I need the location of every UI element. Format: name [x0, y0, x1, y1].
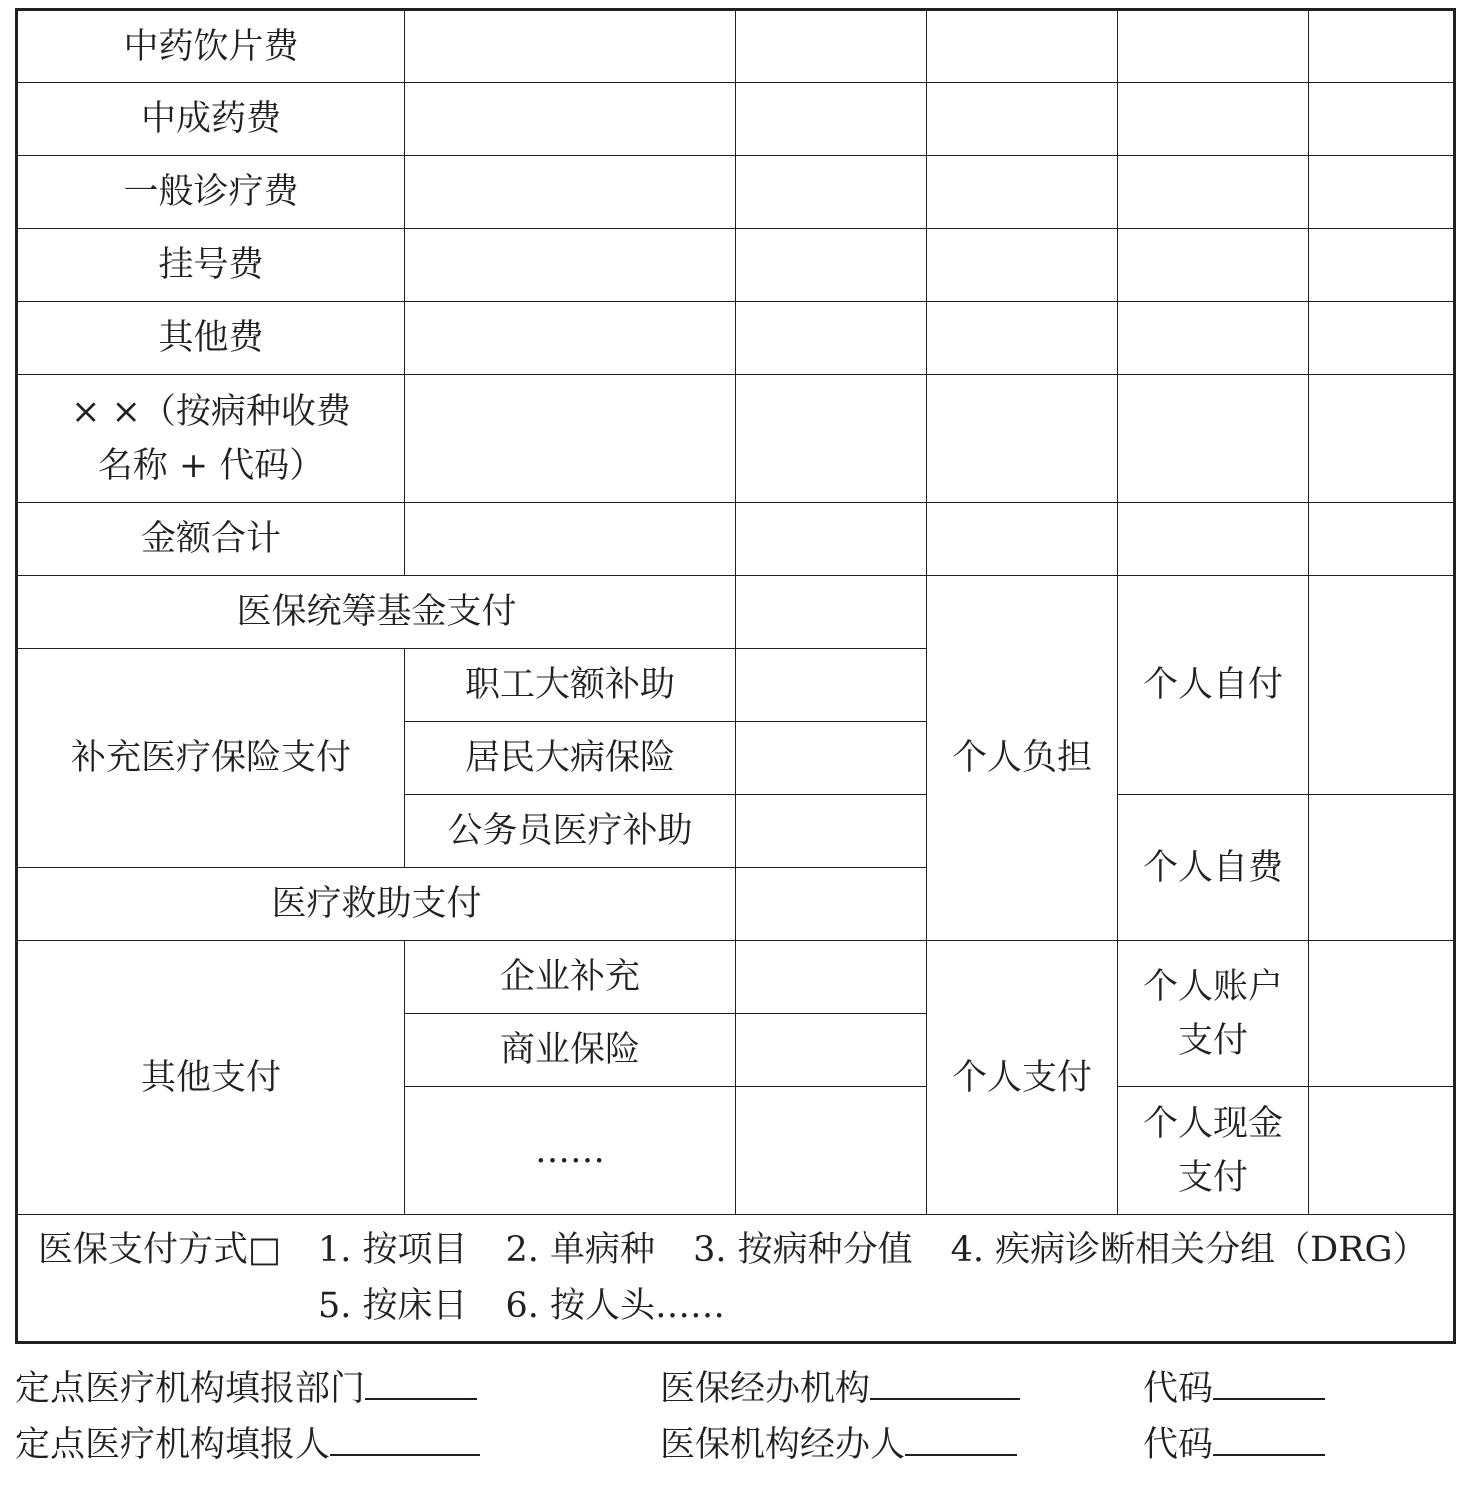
footer-agent-label: 医保机构经办人: [660, 1425, 906, 1465]
fee-cell[interactable]: [736, 375, 927, 503]
total-row: [17, 503, 1455, 576]
amount-cell[interactable]: [736, 941, 927, 1014]
payment-option: 1. 按项目: [318, 1230, 468, 1270]
footer-code2: [1143, 1424, 1325, 1465]
payment-method-title[interactable]: 医保支付方式□: [38, 1230, 282, 1270]
personal-account-line1: 个人账户: [1142, 966, 1283, 1007]
fee-label: 中成药费: [17, 83, 405, 156]
amount-cell[interactable]: [1309, 1087, 1455, 1215]
fee-row: [17, 229, 1455, 302]
fee-label: 挂号费: [17, 229, 405, 302]
supplementary-item: 职工大额补助: [405, 649, 736, 722]
self-expense-label: 个人自费: [1118, 795, 1309, 941]
fee-cell[interactable]: [1118, 156, 1309, 229]
amount-cell[interactable]: [736, 576, 927, 649]
payment-option: 3. 按病种分值: [693, 1230, 913, 1270]
fee-cell[interactable]: [405, 503, 736, 576]
footer-dept: [15, 1368, 477, 1409]
fee-cell[interactable]: [927, 156, 1118, 229]
footer-dept-label: 定点医疗机构填报部门: [15, 1369, 366, 1409]
fee-cell[interactable]: [1118, 10, 1309, 83]
fund-payment-label: 医保统筹基金支付: [17, 576, 736, 649]
personal-cash-label: [1118, 1087, 1309, 1215]
fee-cell[interactable]: [1118, 83, 1309, 156]
code1-blank[interactable]: [1213, 1368, 1325, 1400]
amount-cell[interactable]: [736, 1087, 927, 1215]
footer-code1-label: 代码: [1143, 1369, 1214, 1409]
fee-cell[interactable]: [927, 83, 1118, 156]
personal-account-label: [1118, 941, 1309, 1087]
fee-row: [17, 83, 1455, 156]
payment-option: 2. 单病种: [505, 1230, 656, 1270]
supplementary-item: 居民大病保险: [405, 722, 736, 795]
fee-cell[interactable]: [405, 375, 736, 503]
fee-label-line2: 名称 + 代码）: [97, 445, 325, 486]
personal-payment-label: 个人支付: [927, 941, 1118, 1215]
footer-agent: [660, 1424, 1017, 1465]
fee-cell[interactable]: [927, 375, 1118, 503]
fee-label: [17, 375, 405, 503]
personal-cash-line1: 个人现金: [1142, 1103, 1283, 1144]
payment-row: [17, 941, 1455, 1014]
supplementary-label: 补充医疗保险支付: [17, 649, 405, 868]
code2-blank[interactable]: [1213, 1424, 1325, 1456]
fee-cell[interactable]: [1309, 503, 1455, 576]
fee-cell[interactable]: [1118, 375, 1309, 503]
payment-option: 4. 疾病诊断相关分组（DRG）: [950, 1230, 1428, 1270]
amount-cell[interactable]: [1309, 795, 1455, 941]
amount-cell[interactable]: [736, 722, 927, 795]
dept-blank[interactable]: [365, 1368, 477, 1400]
payment-option: 6. 按人头……: [505, 1286, 726, 1326]
total-label: 金额合计: [17, 503, 405, 576]
footer-filler-label: 定点医疗机构填报人: [15, 1425, 331, 1465]
payment-method-cell: [17, 1215, 1455, 1343]
footer-filler: [15, 1424, 480, 1465]
fee-cell[interactable]: [1309, 83, 1455, 156]
fee-cell[interactable]: [1118, 229, 1309, 302]
footer-code2-label: 代码: [1143, 1425, 1214, 1465]
fee-cell[interactable]: [1309, 10, 1455, 83]
settlement-table: [15, 8, 1456, 1344]
fee-cell[interactable]: [405, 83, 736, 156]
fee-row: [17, 302, 1455, 375]
fee-cell[interactable]: [1309, 302, 1455, 375]
fee-cell[interactable]: [405, 10, 736, 83]
fee-row: [17, 10, 1455, 83]
footer-agency-label: 医保经办机构: [660, 1369, 871, 1409]
supplementary-item: 公务员医疗补助: [405, 795, 736, 868]
fee-cell[interactable]: [405, 156, 736, 229]
fee-cell[interactable]: [405, 229, 736, 302]
fee-label: 其他费: [17, 302, 405, 375]
fee-cell[interactable]: [736, 503, 927, 576]
fee-label: 中药饮片费: [17, 10, 405, 83]
fee-label-line1: × ×（按病种收费: [71, 391, 351, 432]
payment-row: [17, 576, 1455, 649]
payment-method-line2: [38, 1278, 1453, 1334]
amount-cell[interactable]: [736, 795, 927, 868]
medical-aid-label: 医疗救助支付: [17, 868, 736, 941]
personal-cash-line2: 支付: [1177, 1157, 1248, 1198]
other-payment-item: 商业保险: [405, 1014, 736, 1087]
payment-method-row: [17, 1215, 1455, 1343]
fee-row: [17, 375, 1455, 503]
fee-cell[interactable]: [736, 302, 927, 375]
fee-cell[interactable]: [927, 229, 1118, 302]
fee-cell[interactable]: [736, 229, 927, 302]
payment-method-line1: [38, 1222, 1453, 1278]
other-payment-item: ……: [405, 1087, 736, 1215]
fee-cell[interactable]: [1118, 503, 1309, 576]
fee-cell[interactable]: [405, 302, 736, 375]
amount-cell[interactable]: [1309, 941, 1455, 1087]
payment-option: 5. 按床日: [318, 1286, 468, 1326]
footer-agency: [660, 1368, 1020, 1409]
fee-cell[interactable]: [927, 503, 1118, 576]
self-pay-label: 个人自付: [1118, 576, 1309, 795]
fee-cell[interactable]: [927, 10, 1118, 83]
filler-blank[interactable]: [330, 1424, 480, 1456]
fee-cell[interactable]: [736, 10, 927, 83]
fee-cell[interactable]: [1309, 375, 1455, 503]
fee-cell[interactable]: [1309, 156, 1455, 229]
personal-account-line2: 支付: [1177, 1020, 1248, 1061]
amount-cell[interactable]: [736, 1014, 927, 1087]
fee-cell[interactable]: [1309, 229, 1455, 302]
fee-cell[interactable]: [736, 83, 927, 156]
other-payment-item: 企业补充: [405, 941, 736, 1014]
fee-cell[interactable]: [736, 156, 927, 229]
amount-cell[interactable]: [736, 649, 927, 722]
fee-label: 一般诊疗费: [17, 156, 405, 229]
amount-cell[interactable]: [736, 868, 927, 941]
agent-blank[interactable]: [905, 1424, 1017, 1456]
personal-burden-label: 个人负担: [927, 576, 1118, 941]
fee-cell[interactable]: [1118, 302, 1309, 375]
agency-blank[interactable]: [870, 1368, 1020, 1400]
other-payment-label: 其他支付: [17, 941, 405, 1215]
amount-cell[interactable]: [1309, 576, 1455, 795]
fee-row: [17, 156, 1455, 229]
footer-code1: [1143, 1368, 1325, 1409]
fee-cell[interactable]: [927, 302, 1118, 375]
